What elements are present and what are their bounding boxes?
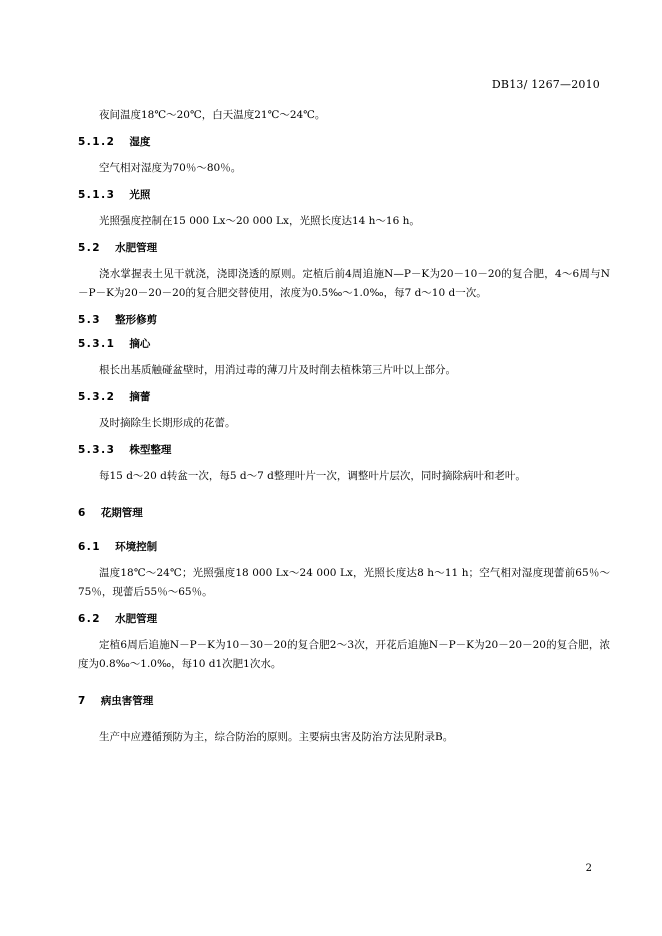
section-heading [78,188,610,202]
section-number: 5.2 [78,242,102,254]
document-body [78,106,610,747]
section-number: 6.2 [78,613,102,625]
paragraph: 生产中应遵循预防为主，综合防治的原则。主要病虫害及防治方法见附录B。 [99,731,454,743]
section-heading [78,241,610,255]
paragraph: 每15 d～20 d转盆一次，每5 d～7 d整理叶片一次，调整叶片层次，同时摘除病叶和老叶。 [99,470,526,482]
section-title: 整形修剪 [115,314,158,326]
paragraph: 夜间温度18℃～20℃，白天温度21℃～24℃。 [99,109,326,121]
section-heading [78,443,610,457]
section-number: 5.3 [78,314,102,326]
section-number: 5.3.2 [78,391,116,403]
section-heading [78,612,610,626]
paragraph: 及时摘除生长期形成的花蕾。 [99,417,236,429]
section-title: 环境控制 [115,541,158,553]
section-title: 水肥管理 [115,613,158,625]
section-number: 5.3.3 [78,444,116,456]
section-number: 6.1 [78,541,102,553]
section-title: 摘心 [129,338,151,350]
section-number: 5.1.3 [78,189,116,201]
chapter-title: 花期管理 [100,507,143,519]
section-heading [78,135,610,149]
section-heading [78,313,610,327]
chapter-number: 7 [78,695,87,707]
chapter-number: 6 [78,507,87,519]
page-number: 2 [585,863,592,874]
chapter-title: 病虫害管理 [100,695,154,707]
paragraph: 根长出基质触碰盆壁时，用消过毒的薄刀片及时削去植株第三片叶以上部分。 [99,364,456,376]
paragraph: 温度18℃～24℃；光照强度18 000 Lx～24 000 Lx，光照长度达8 h～11 h；空气相对湿度现蕾前65％～75％，现蕾后55％～65％。 [78,567,610,598]
section-title: 湿度 [129,136,151,148]
section-title: 摘蕾 [129,391,151,403]
section-heading [78,390,610,404]
paragraph: 光照强度控制在15 000 Lx～20 000 Lx，光照长度达14 h～16 h。 [99,215,420,227]
paragraph: 空气相对湿度为70％～80％。 [99,162,242,174]
document-code: DB13/ 1267—2010 [491,78,600,91]
section-heading [78,337,610,351]
section-title: 株型整理 [129,444,172,456]
chapter-heading [78,694,610,708]
section-number: 5.1.2 [78,136,116,148]
section-heading [78,540,610,554]
paragraph: 浇水掌握表土见干就浇，浇即浇透的原则。定植后前4周追施N—P－K为20－10－20的复合肥，4～6周与N－P－K为20－20－20的复合肥交替使用，浓度为0.5‰～1.0‰，每7 d～10 d一次。 [78,268,610,299]
paragraph: 定植6周后追施N－P－K为10－30－20的复合肥2～3次，开花后追施N－P－K为20－20－20的复合肥，浓度为0.8‰～1.0‰，每10 d1次肥1次水。 [78,639,610,670]
section-title: 水肥管理 [115,242,158,254]
section-title: 光照 [129,189,151,201]
chapter-heading [78,506,610,520]
section-number: 5.3.1 [78,338,116,350]
